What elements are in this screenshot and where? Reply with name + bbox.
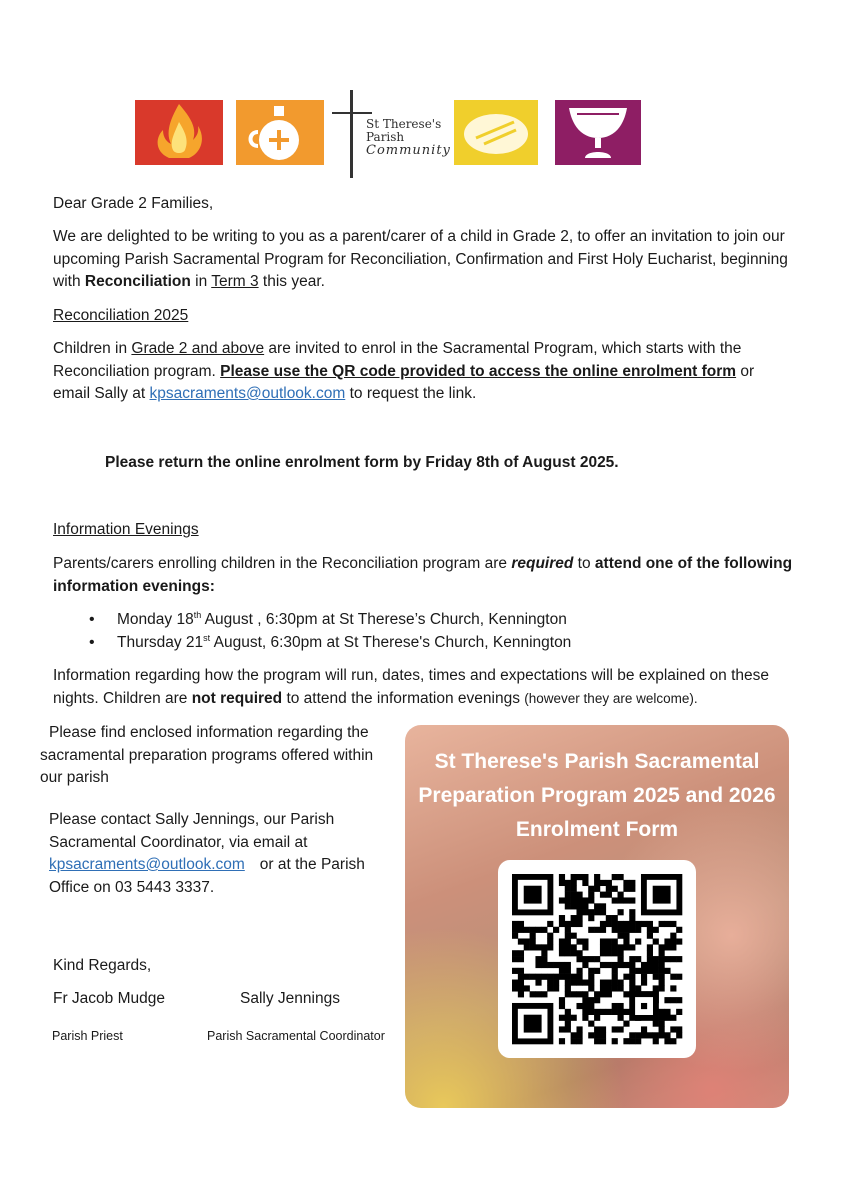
email-link[interactable]: kpsacraments@outlook.com [149,385,346,402]
qr-card-title: St Therese's Parish Sacramental Preparation Program 2025 and 2026 Enrolment Form [418,750,776,841]
list-item: • Monday 18th August , 6:30pm at St Therese’s Church, Kennington [53,609,798,632]
parish-logo-text: St Therese's Parish Community [366,117,451,158]
cross-icon [350,90,353,178]
greeting: Dear Grade 2 Families, [53,195,214,212]
evenings-list [53,609,798,654]
oil-jug-icon [236,100,324,165]
contact-email-link[interactable]: kpsacraments@outlook.com [49,856,245,873]
contact-paragraph: Please contact Sally Jennings, our Parish Sacramental Coordinator, via email at kpsacraments@outlook.com or at the Parish Office on 03 5443 3337. [49,811,365,896]
signature-priest-title: Parish Priest [52,1029,123,1043]
signature-priest-name: Fr Jacob Mudge [53,990,165,1007]
reconciliation-paragraph: Children in Grade 2 and above are invited to enrol in the Sacramental Program, which starts with the Reconciliation program. Please use the QR code provided to access the online enrolment form or email Sally at kpsacraments@outlook.com to request the link. [53,340,755,402]
bread-icon [454,100,538,165]
kind-regards: Kind Regards, [53,957,152,974]
chalice-icon [555,100,641,165]
flame-icon [135,100,223,165]
information-details-paragraph: Information regarding how the program will run, dates, times and expectations will be explained on these nights. Children are not required to attend the information evenings (however they are welcome). [53,667,769,707]
signature-coordinator-title: Parish Sacramental Coordinator [207,1029,385,1043]
information-evenings-paragraph: Parents/carers enrolling children in the Reconciliation program are required to attend one of the following information evenings: [53,555,793,595]
enclosed-info-paragraph: Please find enclosed information regarding the sacramental preparation programs offered within our parish [40,724,374,786]
qr-code-image [498,860,696,1058]
reconciliation-heading: Reconciliation 2025 [53,307,189,324]
return-notice: Please return the online enrolment form by Friday 8th of August 2025. [105,454,619,471]
information-evenings-heading: Information Evenings [53,521,199,538]
qr-enrolment-card[interactable] [405,725,789,1108]
list-item: • Thursday 21st August, 6:30pm at St Therese's Church, Kennington [53,632,798,655]
intro-paragraph: We are delighted to be writing to you as a parent/carer of a child in Grade 2, to offer an invitation to join our upcoming Parish Sacramental Program for Reconciliation, Confirmation and First Holy Eucharist, beginning with Reconciliation in Term 3 this year. [53,228,788,290]
signature-coordinator-name: Sally Jennings [240,990,340,1007]
qr-code[interactable] [498,860,696,1058]
